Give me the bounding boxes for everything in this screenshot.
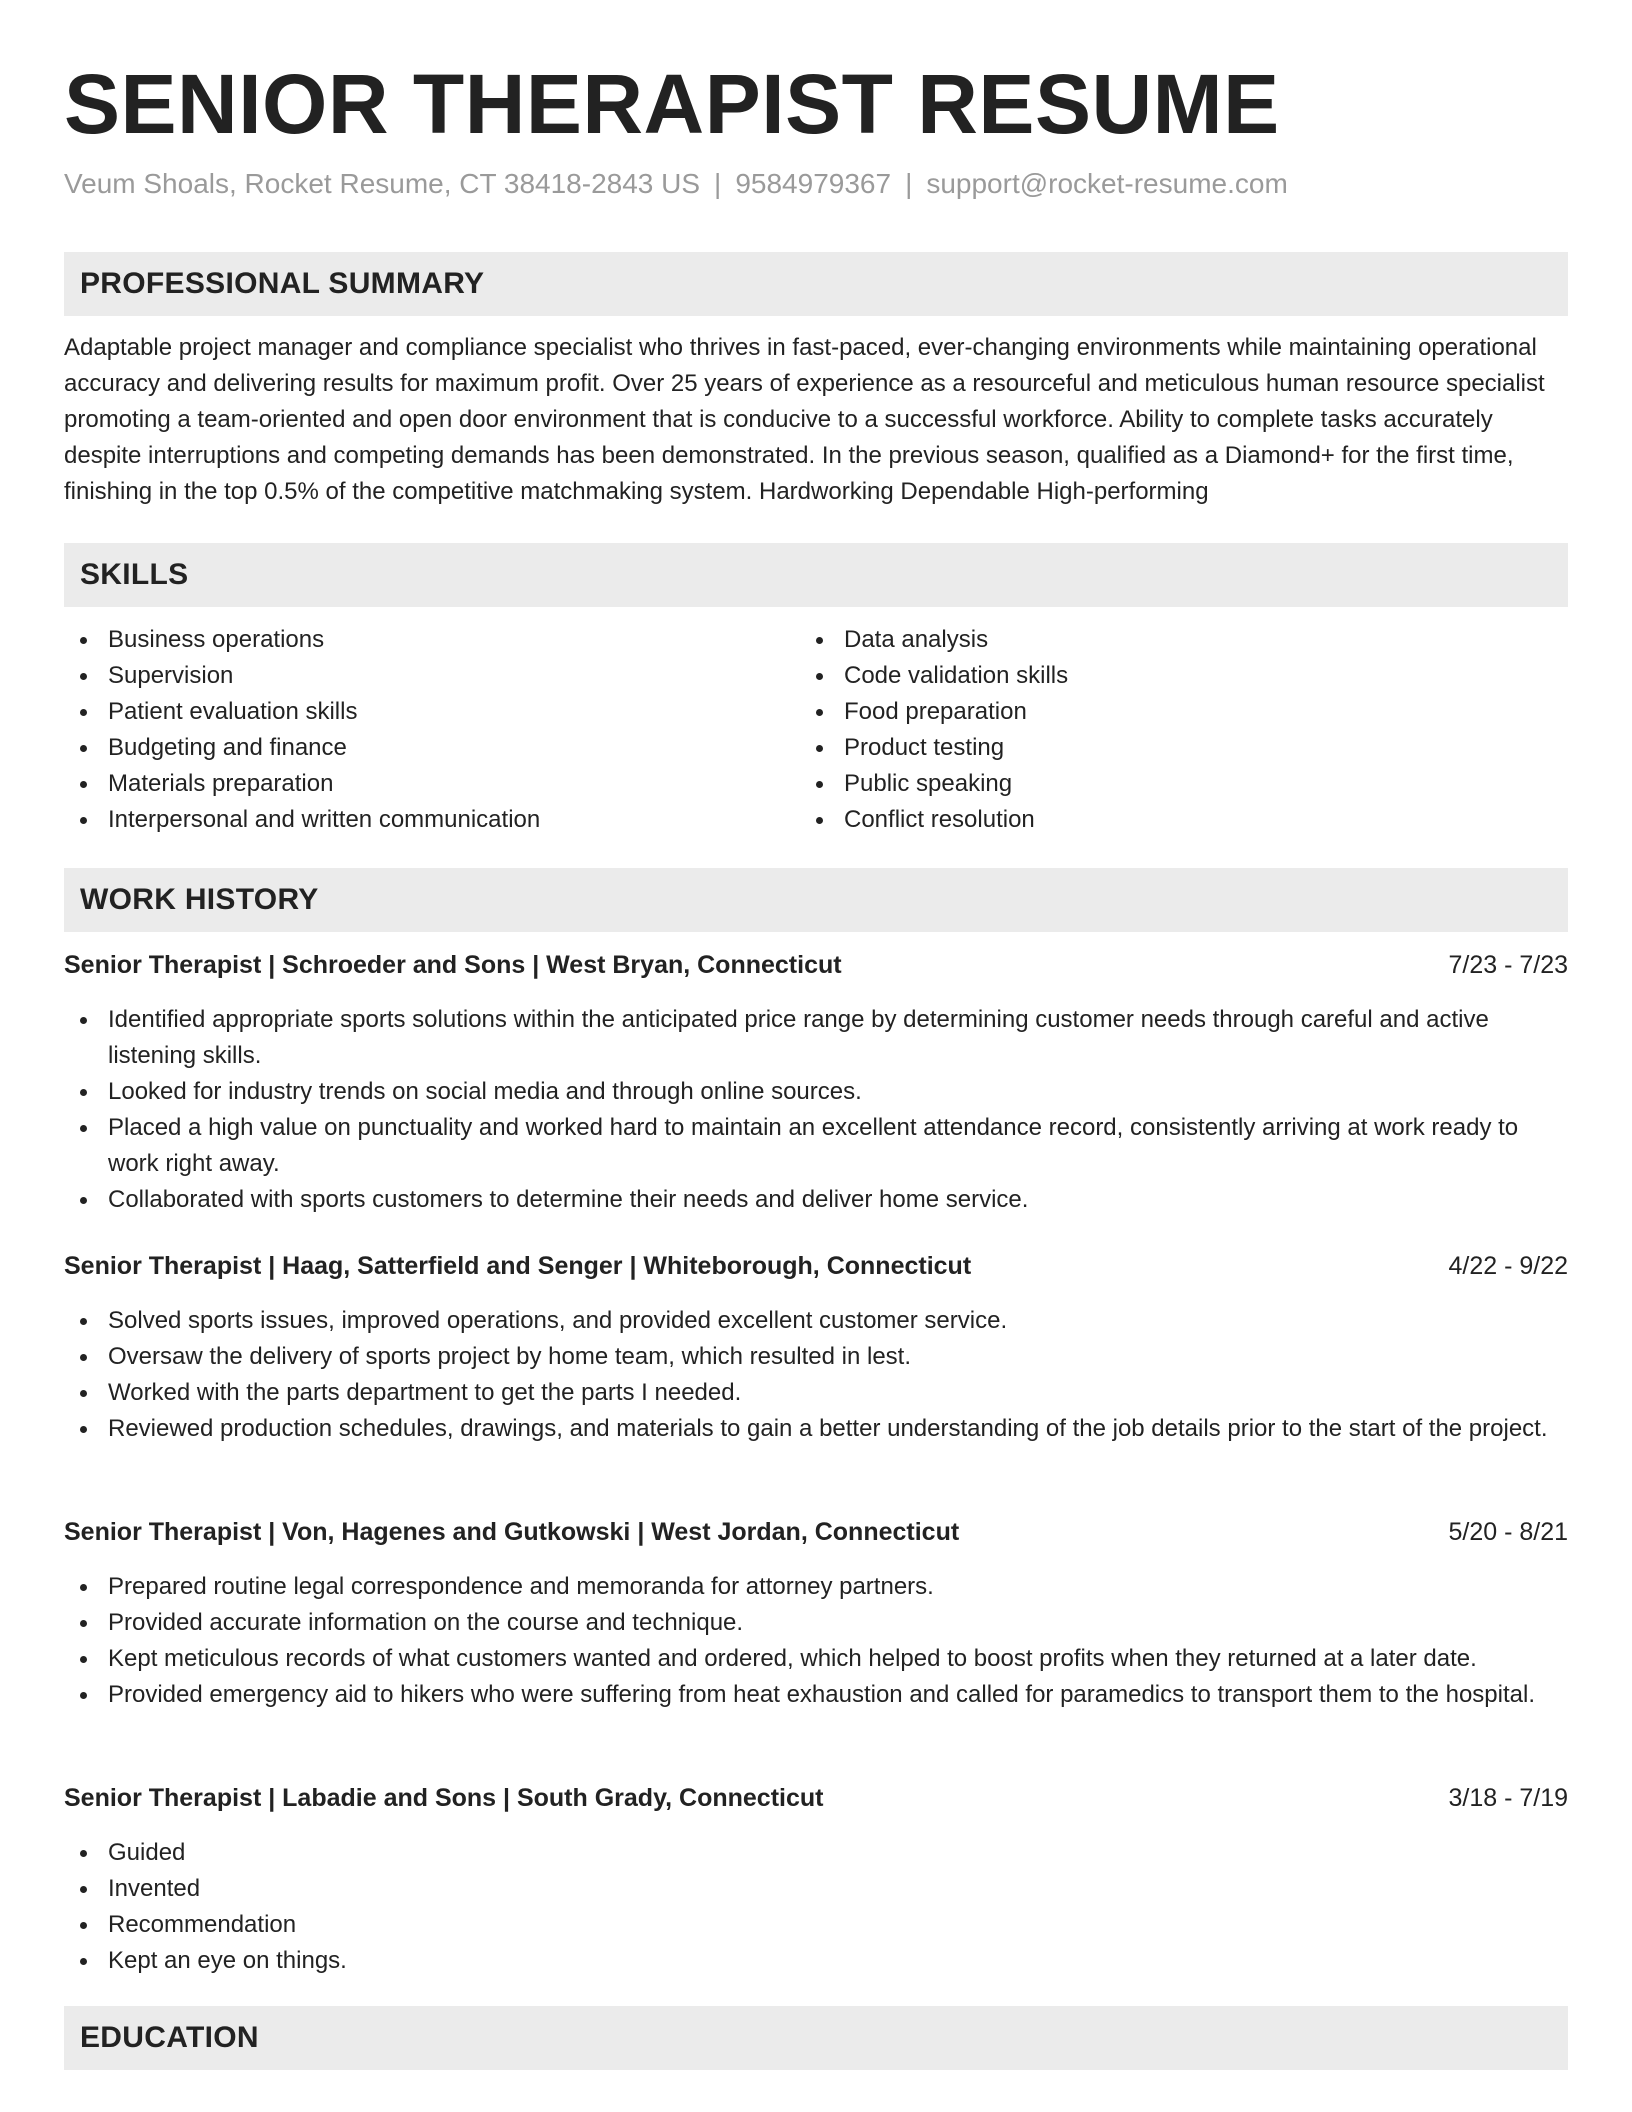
- job-header: [64, 947, 1568, 983]
- skill-item: Conflict resolution: [800, 802, 1540, 838]
- job-title: Senior Therapist | Schroeder and Sons | West Bryan, Connecticut: [64, 951, 842, 979]
- section-header-summary: PROFESSIONAL SUMMARY: [64, 252, 1568, 316]
- contact-separator: |: [714, 168, 722, 199]
- skill-item: Public speaking: [800, 766, 1540, 802]
- job-header: [64, 1248, 1568, 1284]
- contact-address: Veum Shoals, Rocket Resume, CT 38418-2843 US: [64, 168, 701, 199]
- job-bullet: Guided: [64, 1835, 1568, 1871]
- job-bullet: Collaborated with sports customers to determine their needs and deliver home service.: [64, 1182, 1568, 1218]
- job-bullet: Oversaw the delivery of sports project by home team, which resulted in lest.: [64, 1339, 1568, 1375]
- skills-list-right: [800, 622, 1540, 838]
- contact-phone: 9584979367: [735, 168, 892, 199]
- job-bullet: Identified appropriate sports solutions within the anticipated price range by determining customer needs through careful and active listening skills.: [64, 1002, 1568, 1074]
- job-bullet-list: [64, 1569, 1568, 1713]
- job-bullet: Provided accurate information on the course and technique.: [64, 1605, 1568, 1641]
- job-title: Senior Therapist | Labadie and Sons | South Grady, Connecticut: [64, 1784, 824, 1812]
- job-bullet: Kept meticulous records of what customers wanted and ordered, which helped to boost profits when they returned at a later date.: [64, 1641, 1568, 1677]
- job-title: Senior Therapist | Haag, Satterfield and Senger | Whiteborough, Connecticut: [64, 1252, 972, 1280]
- resume-title: SENIOR THERAPIST RESUME: [64, 57, 1280, 151]
- job-dates: 3/18 - 7/19: [1448, 1784, 1568, 1812]
- section-header-skills: SKILLS: [64, 543, 1568, 607]
- job-bullet-list: [64, 1303, 1568, 1447]
- job-dates: 4/22 - 9/22: [1448, 1252, 1568, 1280]
- skill-item: Patient evaluation skills: [64, 694, 804, 730]
- contact-line: [64, 166, 1288, 202]
- section-header-work-history: WORK HISTORY: [64, 868, 1568, 932]
- job-bullet: Recommendation: [64, 1907, 1568, 1943]
- contact-separator: |: [905, 168, 913, 199]
- skill-item: Business operations: [64, 622, 804, 658]
- skill-item: Interpersonal and written communication: [64, 802, 804, 838]
- summary-text: Adaptable project manager and compliance specialist who thrives in fast-paced, ever-changing environments while maintaining operational accuracy and delivering results for maximum profit. Over 25 years of experience as a resourceful and meticulous human resource specialist promoting a team-oriented and open door environment that is conducive to a successful workforce. Ability to complete tasks accurately despite interruptions and competing demands has been demonstrated. In the previous season, qualified as a Diamond+ for the first time, finishing in the top 0.5% of the competitive matchmaking system. Hardworking Dependable High-performing: [64, 334, 1545, 505]
- job-bullet: Invented: [64, 1871, 1568, 1907]
- job-bullet: Reviewed production schedules, drawings, and materials to gain a better understanding of the job details prior to the start of the project.: [64, 1411, 1568, 1447]
- job-bullet: Prepared routine legal correspondence and memoranda for attorney partners.: [64, 1569, 1568, 1605]
- job-bullet: Kept an eye on things.: [64, 1943, 1568, 1979]
- skill-item: Food preparation: [800, 694, 1540, 730]
- job-dates: 5/20 - 8/21: [1448, 1518, 1568, 1546]
- job-bullet-list: [64, 1002, 1568, 1218]
- job-bullet: Worked with the parts department to get the parts I needed.: [64, 1375, 1568, 1411]
- skill-item: Supervision: [64, 658, 804, 694]
- job-bullet: Placed a high value on punctuality and worked hard to maintain an excellent attendance record, consistently arriving at work ready to work right away.: [64, 1110, 1568, 1182]
- skill-item: Code validation skills: [800, 658, 1540, 694]
- job-bullet: Provided emergency aid to hikers who were suffering from heat exhaustion and called for paramedics to transport them to the hospital.: [64, 1677, 1568, 1713]
- contact-email: support@rocket-resume.com: [926, 168, 1288, 199]
- skill-item: Product testing: [800, 730, 1540, 766]
- job-bullet: Solved sports issues, improved operations, and provided excellent customer service.: [64, 1303, 1568, 1339]
- section-header-education: EDUCATION: [64, 2006, 1568, 2070]
- skill-item: Data analysis: [800, 622, 1540, 658]
- skill-item: Budgeting and finance: [64, 730, 804, 766]
- job-dates: 7/23 - 7/23: [1448, 951, 1568, 979]
- job-bullet-list: [64, 1835, 1568, 1979]
- job-title: Senior Therapist | Von, Hagenes and Gutkowski | West Jordan, Connecticut: [64, 1518, 960, 1546]
- job-header: [64, 1780, 1568, 1816]
- job-header: [64, 1514, 1568, 1550]
- skill-item: Materials preparation: [64, 766, 804, 802]
- job-bullet: Looked for industry trends on social media and through online sources.: [64, 1074, 1568, 1110]
- skills-list-left: [64, 622, 804, 838]
